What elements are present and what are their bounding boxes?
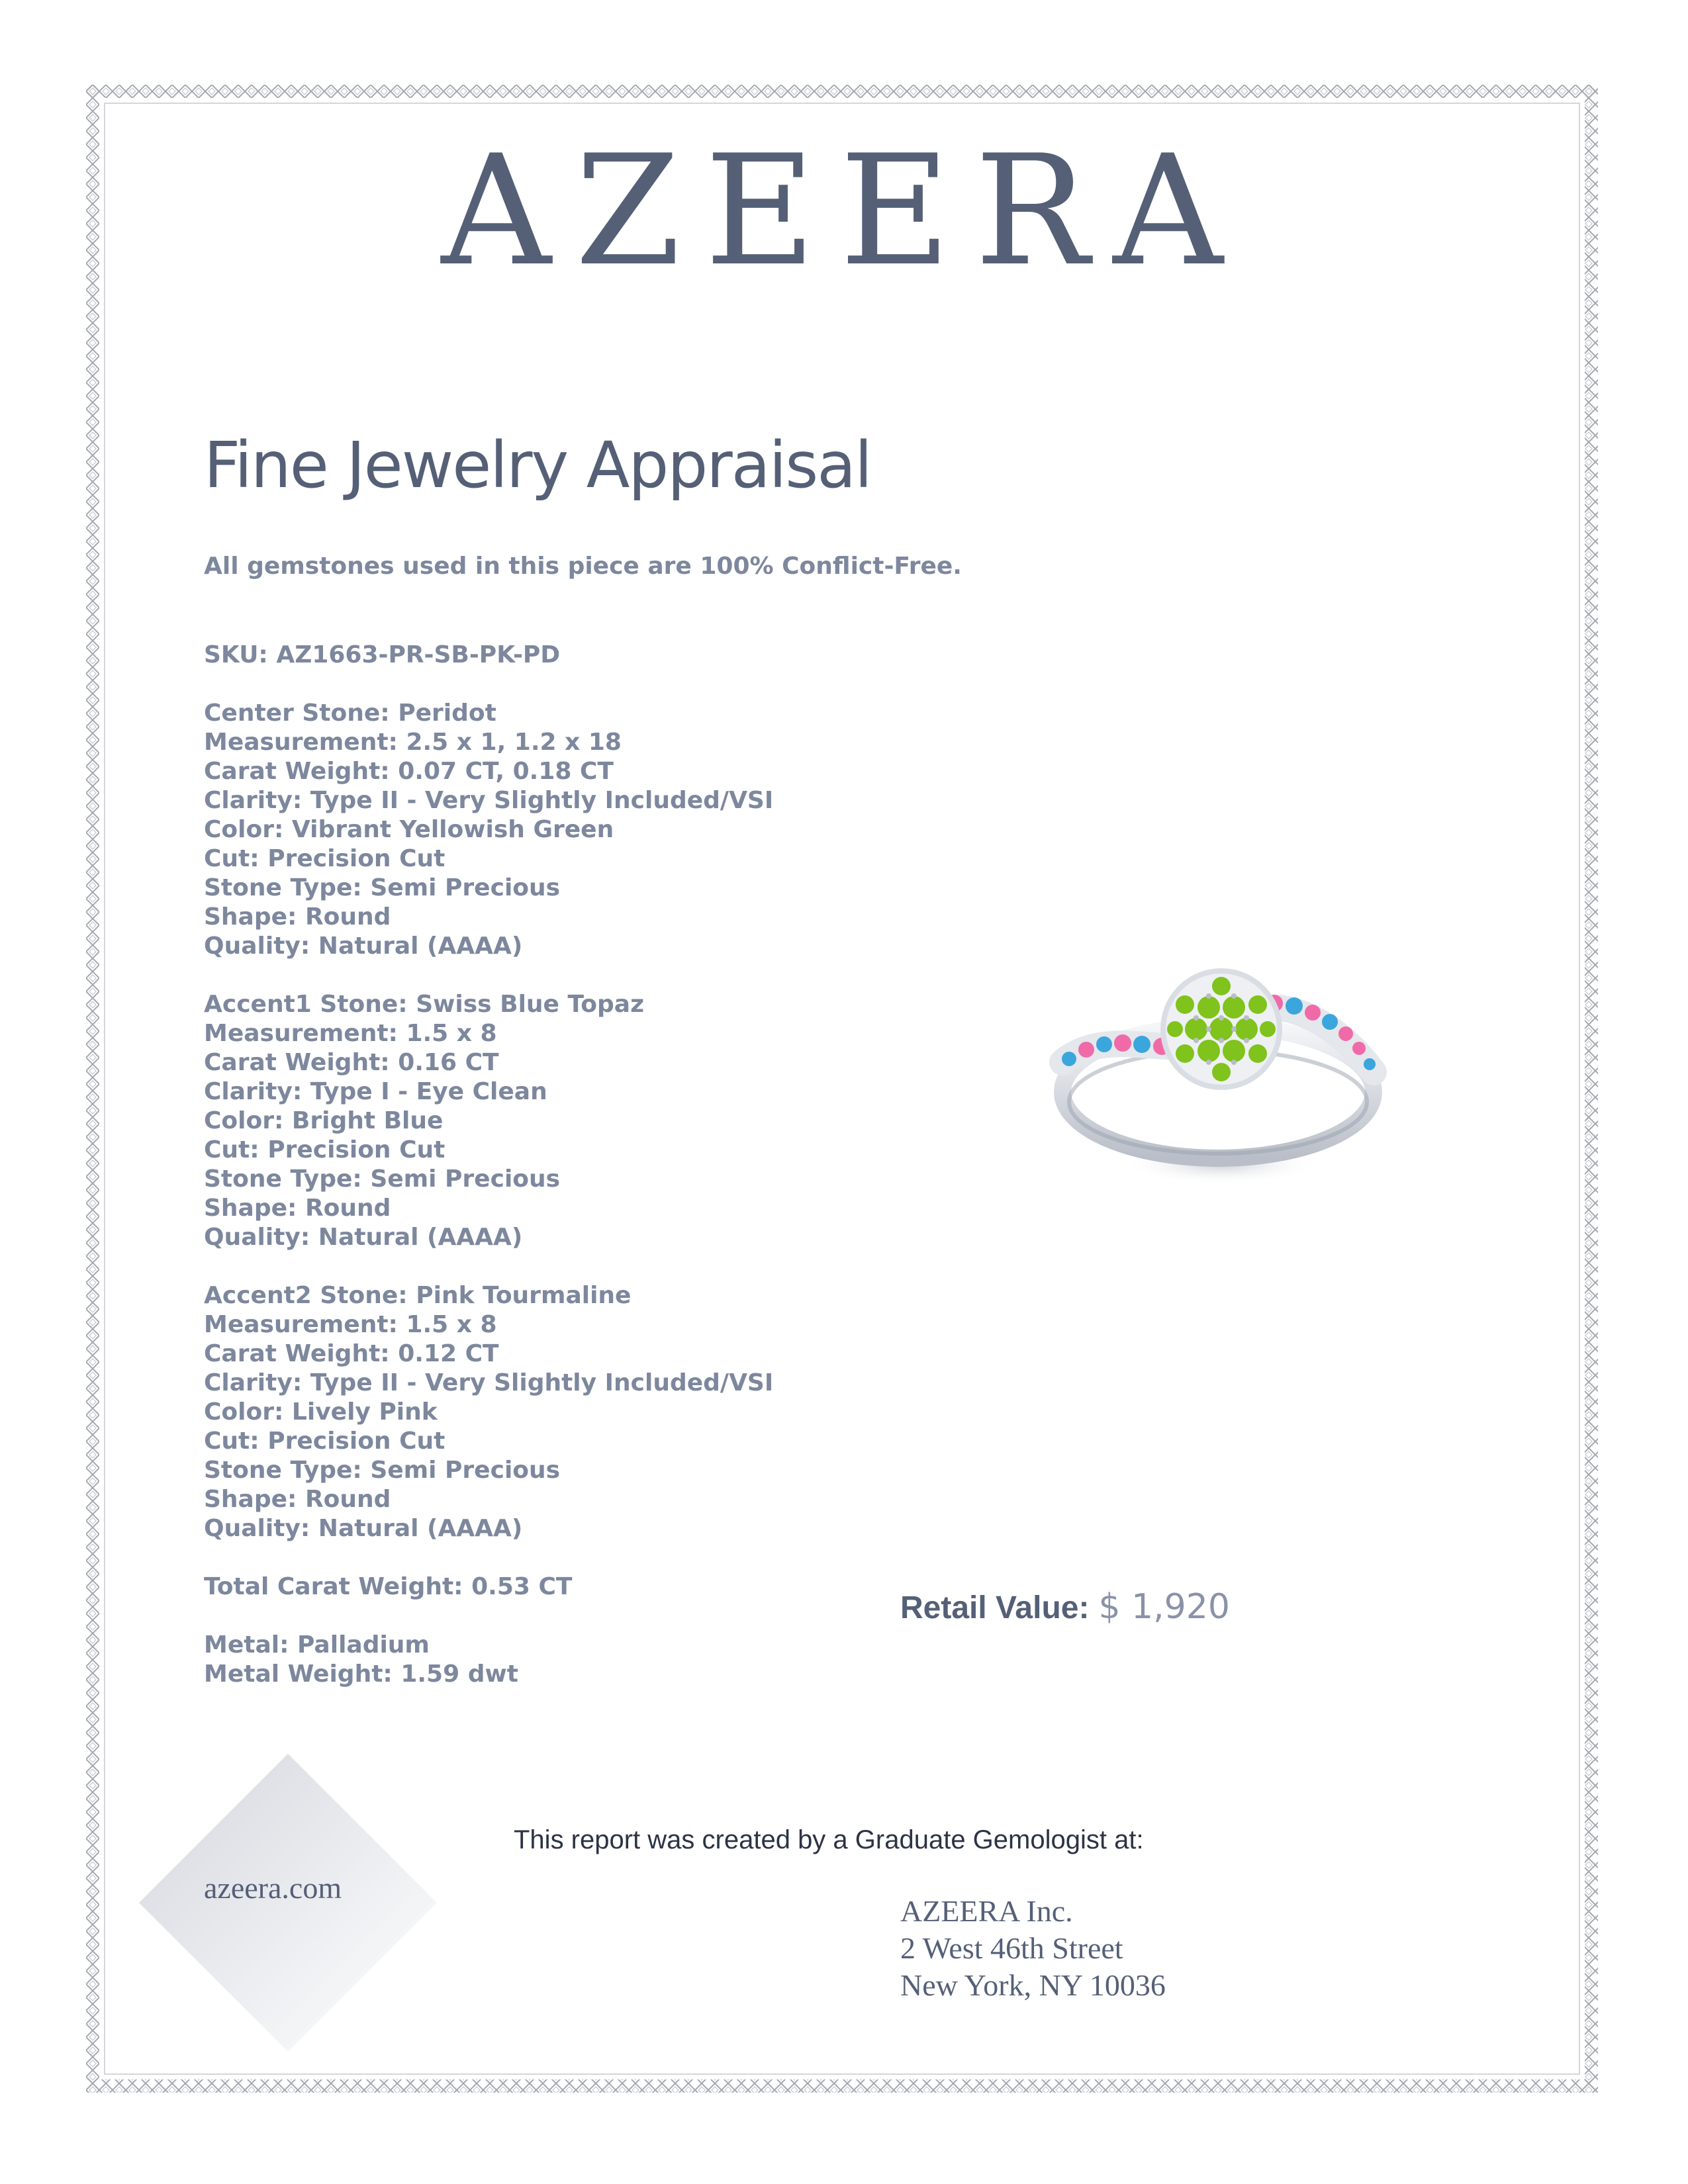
spec-line: Cut: Precision Cut bbox=[204, 845, 445, 872]
spec-line: Measurement: 1.5 x 8 bbox=[204, 1020, 497, 1047]
spec-spacer bbox=[204, 961, 773, 990]
company-address bbox=[900, 1893, 1166, 2004]
spec-line: Measurement: 1.5 x 8 bbox=[204, 1311, 497, 1338]
spec-line: Carat Weight: 0.07 CT, 0.18 CT bbox=[204, 758, 614, 785]
retail-value bbox=[900, 1587, 1230, 1627]
specification-list bbox=[204, 641, 773, 1689]
spec-line: Center Stone: Peridot bbox=[204, 700, 496, 727]
spec-spacer bbox=[204, 1602, 773, 1631]
spec-line: Color: Lively Pink bbox=[204, 1398, 438, 1426]
spec-line: Carat Weight: 0.12 CT bbox=[204, 1340, 499, 1367]
spec-spacer bbox=[204, 1543, 773, 1572]
report-note: This report was created by a Graduate Gemologist at: bbox=[514, 1825, 1144, 1854]
address-line: New York, NY 10036 bbox=[900, 1968, 1166, 2002]
spec-line: SKU: AZ1663-PR-SB-PK-PD bbox=[204, 641, 561, 668]
spec-line: Cut: Precision Cut bbox=[204, 1136, 445, 1163]
retail-value-amount: $ 1,920 bbox=[1098, 1587, 1230, 1627]
spec-line: Shape: Round bbox=[204, 1195, 391, 1222]
spec-line: Clarity: Type I - Eye Clean bbox=[204, 1078, 547, 1105]
spec-line: Stone Type: Semi Precious bbox=[204, 1457, 561, 1484]
spec-line: Total Carat Weight: 0.53 CT bbox=[204, 1573, 573, 1600]
spec-line: Color: Bright Blue bbox=[204, 1107, 444, 1134]
spec-line: Shape: Round bbox=[204, 1486, 391, 1513]
spec-line: Metal: Palladium bbox=[204, 1631, 430, 1659]
brand-logo: AZEERA bbox=[441, 123, 1247, 300]
spec-line: Quality: Natural (AAAA) bbox=[204, 1224, 523, 1251]
spec-line: Shape: Round bbox=[204, 903, 391, 931]
spec-line: Metal Weight: 1.59 dwt bbox=[204, 1661, 518, 1688]
page-title: Fine Jewelry Appraisal bbox=[204, 428, 871, 502]
spec-line: Quality: Natural (AAAA) bbox=[204, 1515, 523, 1542]
spec-spacer bbox=[204, 670, 773, 699]
spec-spacer bbox=[204, 1252, 773, 1281]
address-line: 2 West 46th Street bbox=[900, 1931, 1123, 1965]
spec-line: Carat Weight: 0.16 CT bbox=[204, 1049, 499, 1076]
spec-line: Cut: Precision Cut bbox=[204, 1428, 445, 1455]
spec-line: Measurement: 2.5 x 1, 1.2 x 18 bbox=[204, 729, 622, 756]
ring-icon bbox=[1043, 966, 1387, 1205]
spec-line: Accent1 Stone: Swiss Blue Topaz bbox=[204, 991, 645, 1018]
spec-line: Accent2 Stone: Pink Tourmaline bbox=[204, 1282, 632, 1309]
address-line: AZEERA Inc. bbox=[900, 1894, 1073, 1928]
spec-line: Stone Type: Semi Precious bbox=[204, 874, 561, 901]
spec-line: Clarity: Type II - Very Slightly Included/VSI bbox=[204, 1369, 774, 1396]
spec-line: Quality: Natural (AAAA) bbox=[204, 933, 523, 960]
spec-line: Stone Type: Semi Precious bbox=[204, 1165, 561, 1193]
retail-value-label: Retail Value: bbox=[900, 1590, 1090, 1625]
conflict-free-statement: All gemstones used in this piece are 100% Conflict-Free. bbox=[204, 553, 962, 580]
website-link[interactable]: azeera.com bbox=[204, 1871, 342, 1905]
spec-line: Clarity: Type II - Very Slightly Included/VSI bbox=[204, 787, 774, 814]
spec-line: Color: Vibrant Yellowish Green bbox=[204, 816, 614, 843]
